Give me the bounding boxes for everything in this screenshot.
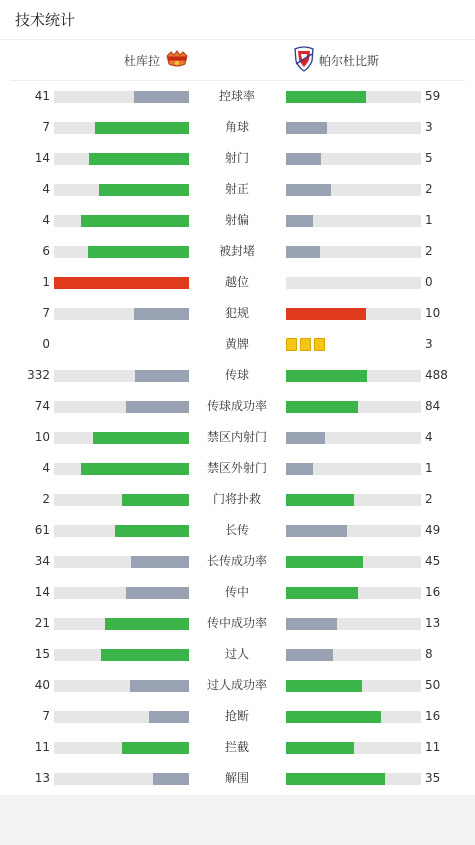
away-stat-bar-fill bbox=[286, 587, 358, 599]
away-stat-bar-fill bbox=[286, 773, 385, 785]
stat-row bbox=[0, 391, 475, 422]
home-stat-bar bbox=[54, 463, 189, 475]
away-stat-bar bbox=[286, 432, 421, 444]
away-yellow-cards bbox=[286, 338, 325, 351]
away-stat-bar-fill bbox=[286, 463, 313, 475]
away-stat-value: 3 bbox=[425, 120, 433, 134]
away-stat-value: 8 bbox=[425, 647, 433, 661]
stat-row bbox=[0, 205, 475, 236]
away-stat-value: 3 bbox=[425, 337, 433, 351]
stat-label: 传中 bbox=[224, 585, 249, 599]
stat-label: 被封堵 bbox=[218, 244, 255, 258]
home-stat-bar bbox=[54, 525, 189, 537]
stat-label: 传中成功率 bbox=[206, 616, 267, 630]
stat-row bbox=[0, 112, 475, 143]
away-stat-bar bbox=[286, 246, 421, 258]
home-stat-bar bbox=[54, 308, 189, 320]
stat-row bbox=[0, 732, 475, 763]
home-stat-bar bbox=[54, 587, 189, 599]
home-stat-value: 14 bbox=[34, 151, 50, 165]
away-stat-value: 5 bbox=[425, 151, 433, 165]
home-stat-value: 2 bbox=[42, 492, 50, 506]
home-stat-value: 7 bbox=[42, 120, 50, 134]
stat-label: 解围 bbox=[224, 771, 249, 785]
stat-row bbox=[0, 422, 475, 453]
home-stat-bar-fill bbox=[130, 680, 189, 692]
yellow-card-icon bbox=[286, 338, 297, 351]
away-stat-value: 1 bbox=[425, 461, 433, 475]
home-stat-bar-fill bbox=[131, 556, 189, 568]
away-team-logo-icon bbox=[293, 46, 315, 75]
away-stat-bar bbox=[286, 680, 421, 692]
away-stat-bar-fill bbox=[286, 215, 313, 227]
home-stat-value: 4 bbox=[42, 461, 50, 475]
away-stat-value: 10 bbox=[425, 306, 441, 320]
home-stat-bar-fill bbox=[122, 494, 190, 506]
home-stat-bar bbox=[54, 122, 189, 134]
away-stat-value: 16 bbox=[425, 709, 441, 723]
home-stat-bar-fill bbox=[149, 711, 190, 723]
away-stat-bar-fill bbox=[286, 91, 366, 103]
away-stat-bar-fill bbox=[286, 556, 363, 568]
home-stat-value: 40 bbox=[34, 678, 50, 692]
home-stat-value: 10 bbox=[34, 430, 50, 444]
stat-row bbox=[0, 174, 475, 205]
away-stat-bar bbox=[286, 711, 421, 723]
home-stat-value: 7 bbox=[42, 306, 50, 320]
away-stat-value: 35 bbox=[425, 771, 441, 785]
home-stat-bar-fill bbox=[134, 91, 189, 103]
away-stat-bar-fill bbox=[286, 432, 325, 444]
home-team-name: 杜库拉 bbox=[123, 53, 160, 68]
stat-row bbox=[0, 484, 475, 515]
home-team[interactable] bbox=[124, 40, 190, 80]
away-stat-bar bbox=[286, 649, 421, 661]
away-stat-bar bbox=[286, 618, 421, 630]
away-stat-bar-fill bbox=[286, 742, 354, 754]
away-stat-value: 84 bbox=[425, 399, 441, 413]
home-stat-value: 4 bbox=[42, 182, 50, 196]
stat-row bbox=[0, 763, 475, 794]
home-stat-bar-fill bbox=[99, 184, 189, 196]
teams-header bbox=[10, 40, 465, 81]
away-stat-bar-fill bbox=[286, 401, 358, 413]
home-stat-bar bbox=[54, 494, 189, 506]
home-stat-bar-fill bbox=[81, 215, 189, 227]
stat-label: 传球 bbox=[224, 368, 249, 382]
stat-row bbox=[0, 515, 475, 546]
home-stat-bar-fill bbox=[88, 246, 189, 258]
away-stat-bar-fill bbox=[286, 153, 321, 165]
away-stat-bar bbox=[286, 308, 421, 320]
away-stat-bar-fill bbox=[286, 122, 327, 134]
stat-label: 门将扑救 bbox=[212, 492, 261, 506]
away-stat-value: 11 bbox=[425, 740, 441, 754]
home-stat-bar bbox=[54, 711, 189, 723]
away-stat-value: 49 bbox=[425, 523, 441, 537]
stat-label: 过人 bbox=[224, 647, 249, 661]
home-stat-bar-fill bbox=[105, 618, 189, 630]
away-stat-bar bbox=[286, 153, 421, 165]
stat-label: 射门 bbox=[224, 151, 249, 165]
yellow-card-icon bbox=[314, 338, 325, 351]
away-stat-value: 16 bbox=[425, 585, 441, 599]
stat-label: 射正 bbox=[224, 182, 249, 196]
away-stat-bar bbox=[286, 401, 421, 413]
away-stat-value: 2 bbox=[425, 182, 433, 196]
stat-row bbox=[0, 143, 475, 174]
stat-row bbox=[0, 701, 475, 732]
away-stat-bar bbox=[286, 184, 421, 196]
away-stat-bar bbox=[286, 556, 421, 568]
away-stat-bar bbox=[286, 587, 421, 599]
away-stat-value: 0 bbox=[425, 275, 433, 289]
stat-label: 禁区内射门 bbox=[206, 430, 267, 444]
home-stat-bar bbox=[54, 649, 189, 661]
home-stat-bar bbox=[54, 277, 189, 289]
home-stat-value: 11 bbox=[34, 740, 50, 754]
away-stat-bar bbox=[286, 463, 421, 475]
away-stat-bar bbox=[286, 277, 421, 289]
home-stat-value: 15 bbox=[34, 647, 50, 661]
stat-row bbox=[0, 639, 475, 670]
away-stat-value: 2 bbox=[425, 244, 433, 258]
home-stat-bar bbox=[54, 91, 189, 103]
away-stat-bar-fill bbox=[286, 494, 354, 506]
stat-label: 角球 bbox=[224, 120, 249, 134]
away-stat-bar-fill bbox=[286, 649, 333, 661]
away-stat-bar bbox=[286, 773, 421, 785]
home-stat-bar-fill bbox=[89, 153, 189, 165]
away-stat-value: 59 bbox=[425, 89, 441, 103]
stat-row bbox=[0, 267, 475, 298]
away-stat-bar bbox=[286, 91, 421, 103]
home-stat-bar-fill bbox=[135, 370, 189, 382]
away-stat-bar bbox=[286, 525, 421, 537]
stat-row bbox=[0, 360, 475, 391]
stat-row bbox=[0, 453, 475, 484]
home-stat-bar bbox=[54, 401, 189, 413]
away-stat-bar-fill bbox=[286, 184, 331, 196]
away-team[interactable] bbox=[293, 40, 379, 80]
away-stat-bar-fill bbox=[286, 711, 381, 723]
home-stat-bar-fill bbox=[54, 277, 189, 289]
away-stat-value: 13 bbox=[425, 616, 441, 630]
away-stat-value: 1 bbox=[425, 213, 433, 227]
home-stat-value: 6 bbox=[42, 244, 50, 258]
home-stat-value: 74 bbox=[34, 399, 50, 413]
home-stat-bar-fill bbox=[134, 308, 189, 320]
home-stat-bar-fill bbox=[153, 773, 189, 785]
away-stat-value: 2 bbox=[425, 492, 433, 506]
stat-label: 越位 bbox=[224, 275, 249, 289]
home-stat-bar bbox=[54, 246, 189, 258]
home-stat-value: 34 bbox=[34, 554, 50, 568]
stat-row bbox=[0, 298, 475, 329]
title-bar bbox=[0, 0, 475, 40]
stat-label: 控球率 bbox=[218, 89, 255, 103]
home-stat-bar-fill bbox=[126, 401, 189, 413]
stat-label: 长传 bbox=[224, 523, 249, 537]
stat-label: 射偏 bbox=[224, 213, 249, 227]
stat-label: 抢断 bbox=[224, 709, 249, 723]
home-stat-bar bbox=[54, 680, 189, 692]
away-stat-bar bbox=[286, 215, 421, 227]
home-team-logo-icon bbox=[164, 49, 190, 72]
stat-row bbox=[0, 608, 475, 639]
stat-label: 长传成功率 bbox=[206, 554, 267, 568]
yellow-card-icon bbox=[300, 338, 311, 351]
stat-row bbox=[0, 81, 475, 112]
home-stat-bar-fill bbox=[93, 432, 189, 444]
home-stat-value: 14 bbox=[34, 585, 50, 599]
stat-label: 过人成功率 bbox=[206, 678, 267, 692]
away-stat-bar-fill bbox=[286, 680, 362, 692]
home-stat-bar bbox=[54, 184, 189, 196]
home-stat-value: 21 bbox=[34, 616, 50, 630]
home-stat-bar-fill bbox=[122, 742, 190, 754]
away-stat-bar bbox=[286, 370, 421, 382]
home-stat-value: 4 bbox=[42, 213, 50, 227]
away-stat-value: 45 bbox=[425, 554, 441, 568]
away-stat-bar-fill bbox=[286, 525, 347, 537]
stat-label: 禁区外射门 bbox=[206, 461, 267, 475]
home-stat-bar bbox=[54, 370, 189, 382]
home-stat-bar bbox=[54, 153, 189, 165]
page-title: 技术统计 bbox=[15, 11, 76, 29]
stat-row bbox=[0, 546, 475, 577]
home-stat-bar bbox=[54, 773, 189, 785]
home-stat-bar bbox=[54, 742, 189, 754]
home-stat-value: 7 bbox=[42, 709, 50, 723]
away-stat-bar bbox=[286, 494, 421, 506]
stat-row bbox=[0, 670, 475, 701]
home-stat-bar-fill bbox=[81, 463, 189, 475]
stat-row bbox=[0, 236, 475, 267]
away-stat-value: 50 bbox=[425, 678, 441, 692]
stat-label: 传球成功率 bbox=[206, 399, 267, 413]
away-stat-bar-fill bbox=[286, 246, 320, 258]
home-stat-value: 332 bbox=[27, 368, 50, 382]
away-stat-bar bbox=[286, 742, 421, 754]
stat-label: 黄牌 bbox=[224, 337, 249, 351]
stat-label: 拦截 bbox=[224, 740, 249, 754]
stat-label: 犯规 bbox=[224, 306, 249, 320]
away-stat-value: 4 bbox=[425, 430, 433, 444]
stat-row bbox=[0, 577, 475, 608]
home-stat-bar bbox=[54, 618, 189, 630]
home-stat-value: 13 bbox=[34, 771, 50, 785]
home-stat-bar bbox=[54, 215, 189, 227]
away-stat-bar-fill bbox=[286, 370, 367, 382]
home-stat-bar bbox=[54, 556, 189, 568]
away-stat-bar-fill bbox=[286, 308, 366, 320]
home-stat-bar-fill bbox=[95, 122, 190, 134]
home-stat-bar-fill bbox=[101, 649, 189, 661]
home-stat-bar-fill bbox=[126, 587, 189, 599]
away-team-name: 帕尔杜比斯 bbox=[319, 53, 380, 68]
away-stat-bar-fill bbox=[286, 618, 337, 630]
home-stat-bar-fill bbox=[115, 525, 189, 537]
home-stat-value: 41 bbox=[34, 89, 50, 103]
away-stat-value: 488 bbox=[425, 368, 448, 382]
away-stat-bar bbox=[286, 122, 421, 134]
stat-row bbox=[0, 329, 475, 360]
home-stat-value: 0 bbox=[42, 337, 50, 351]
home-stat-value: 61 bbox=[34, 523, 50, 537]
home-stat-bar bbox=[54, 432, 189, 444]
home-stat-value: 1 bbox=[42, 275, 50, 289]
